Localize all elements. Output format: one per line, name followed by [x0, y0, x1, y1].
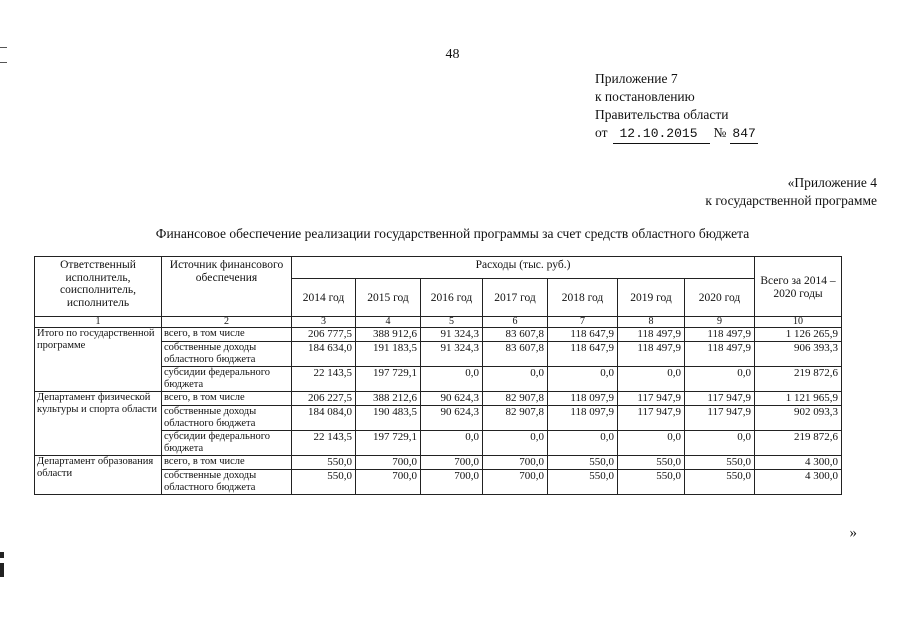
- total-cell: 4 300,0: [755, 456, 842, 470]
- value-cell: 0,0: [483, 431, 548, 456]
- column-index: 1: [35, 317, 162, 328]
- value-cell: 550,0: [292, 456, 356, 470]
- value-cell: 0,0: [548, 367, 618, 392]
- value-cell: 191 183,5: [356, 342, 421, 367]
- value-cell: 0,0: [685, 367, 755, 392]
- column-index: 5: [421, 317, 483, 328]
- program-appendix-reference: [705, 174, 877, 210]
- value-cell: 700,0: [356, 456, 421, 470]
- total-cell: 906 393,3: [755, 342, 842, 367]
- value-cell: 184 634,0: [292, 342, 356, 367]
- total-cell: 219 872,6: [755, 367, 842, 392]
- executor-cell: Департамент образования области: [35, 456, 162, 495]
- value-cell: 118 497,9: [685, 328, 755, 342]
- header-year: 2015 год: [356, 279, 421, 317]
- header-year: 2017 год: [483, 279, 548, 317]
- value-cell: 118 097,9: [548, 392, 618, 406]
- value-cell: 118 497,9: [618, 342, 685, 367]
- value-cell: 550,0: [618, 470, 685, 495]
- source-cell: собственные доходы областного бюджета: [162, 470, 292, 495]
- value-cell: 22 143,5: [292, 367, 356, 392]
- total-cell: 1 126 265,9: [755, 328, 842, 342]
- column-index: 9: [685, 317, 755, 328]
- table-row: [35, 456, 842, 470]
- value-cell: 83 607,8: [483, 342, 548, 367]
- scan-edge-mark: [0, 563, 4, 577]
- value-cell: 0,0: [483, 367, 548, 392]
- value-cell: 197 729,1: [356, 431, 421, 456]
- date-prefix: от: [595, 125, 608, 140]
- value-cell: 700,0: [483, 470, 548, 495]
- header-year: 2016 год: [421, 279, 483, 317]
- value-cell: 118 097,9: [548, 406, 618, 431]
- source-cell: всего, в том числе: [162, 392, 292, 406]
- column-index: 7: [548, 317, 618, 328]
- appendix-title: Приложение 7: [595, 71, 678, 86]
- value-cell: 550,0: [548, 470, 618, 495]
- source-cell: всего, в том числе: [162, 328, 292, 342]
- program-appendix-subtitle: к государственной программе: [705, 193, 877, 208]
- closing-quote: »: [849, 525, 857, 541]
- value-cell: 184 084,0: [292, 406, 356, 431]
- value-cell: 700,0: [356, 470, 421, 495]
- executor-cell: Департамент физической культуры и спорта области: [35, 392, 162, 456]
- column-index: 10: [755, 317, 842, 328]
- executor-cell: Итого по государственной программе: [35, 328, 162, 392]
- header-year: 2018 год: [548, 279, 618, 317]
- value-cell: 118 497,9: [685, 342, 755, 367]
- header-year: 2020 год: [685, 279, 755, 317]
- appendix-date-line: [595, 124, 758, 144]
- value-cell: 117 947,9: [685, 406, 755, 431]
- value-cell: 117 947,9: [618, 406, 685, 431]
- value-cell: 550,0: [548, 456, 618, 470]
- header-expenses: Расходы (тыс. руб.): [292, 257, 755, 279]
- value-cell: 0,0: [421, 431, 483, 456]
- value-cell: 0,0: [548, 431, 618, 456]
- value-cell: 22 143,5: [292, 431, 356, 456]
- value-cell: 550,0: [618, 456, 685, 470]
- appendix-authority: Правительства области: [595, 107, 729, 122]
- total-cell: 1 121 965,9: [755, 392, 842, 406]
- column-index: 2: [162, 317, 292, 328]
- value-cell: 91 324,3: [421, 342, 483, 367]
- value-cell: 550,0: [685, 456, 755, 470]
- value-cell: 91 324,3: [421, 328, 483, 342]
- total-cell: 219 872,6: [755, 431, 842, 456]
- value-cell: 83 607,8: [483, 328, 548, 342]
- value-cell: 90 624,3: [421, 392, 483, 406]
- value-cell: 700,0: [483, 456, 548, 470]
- number-label: №: [713, 125, 727, 140]
- header-executor: Ответственный исполнитель, соисполнитель, исполнитель: [35, 257, 162, 317]
- header-year: 2014 год: [292, 279, 356, 317]
- column-index: 3: [292, 317, 356, 328]
- value-cell: 190 483,5: [356, 406, 421, 431]
- appendix-subtitle: к постановлению: [595, 89, 695, 104]
- value-cell: 206 227,5: [292, 392, 356, 406]
- header-year: 2019 год: [618, 279, 685, 317]
- value-cell: 0,0: [618, 367, 685, 392]
- value-cell: 90 624,3: [421, 406, 483, 431]
- value-cell: 0,0: [618, 431, 685, 456]
- total-cell: 902 093,3: [755, 406, 842, 431]
- value-cell: 117 947,9: [618, 392, 685, 406]
- header-source: Источник финансового обеспечения: [162, 257, 292, 317]
- value-cell: 206 777,5: [292, 328, 356, 342]
- value-cell: 82 907,8: [483, 406, 548, 431]
- source-cell: субсидии федерального бюджета: [162, 431, 292, 456]
- program-appendix-title: «Приложение 4: [787, 175, 877, 190]
- header-total: Всего за 2014 – 2020 годы: [755, 257, 842, 317]
- value-cell: 197 729,1: [356, 367, 421, 392]
- table-row: [35, 392, 842, 406]
- source-cell: собственные доходы областного бюджета: [162, 406, 292, 431]
- value-cell: 550,0: [685, 470, 755, 495]
- value-cell: 118 647,9: [548, 328, 618, 342]
- document-title: Финансовое обеспечение реализации государственной программы за счет средств областного бюджета: [155, 226, 750, 241]
- value-cell: 0,0: [685, 431, 755, 456]
- decree-date: 12.10.2015: [613, 125, 709, 144]
- value-cell: 388 212,6: [356, 392, 421, 406]
- table-row: [35, 328, 842, 342]
- value-cell: 118 647,9: [548, 342, 618, 367]
- column-index: 4: [356, 317, 421, 328]
- decree-number: 847: [730, 125, 757, 144]
- value-cell: 117 947,9: [685, 392, 755, 406]
- source-cell: собственные доходы областного бюджета: [162, 342, 292, 367]
- value-cell: 82 907,8: [483, 392, 548, 406]
- value-cell: 118 497,9: [618, 328, 685, 342]
- column-index-row: [35, 317, 842, 328]
- column-index: 6: [483, 317, 548, 328]
- scan-edge-mark: [0, 552, 4, 558]
- column-index: 8: [618, 317, 685, 328]
- page-number: 48: [445, 47, 460, 62]
- source-cell: всего, в том числе: [162, 456, 292, 470]
- value-cell: 388 912,6: [356, 328, 421, 342]
- financing-table: [34, 256, 842, 495]
- appendix-header: [595, 70, 758, 144]
- value-cell: 700,0: [421, 456, 483, 470]
- value-cell: 0,0: [421, 367, 483, 392]
- value-cell: 550,0: [292, 470, 356, 495]
- value-cell: 700,0: [421, 470, 483, 495]
- total-cell: 4 300,0: [755, 470, 842, 495]
- source-cell: субсидии федерального бюджета: [162, 367, 292, 392]
